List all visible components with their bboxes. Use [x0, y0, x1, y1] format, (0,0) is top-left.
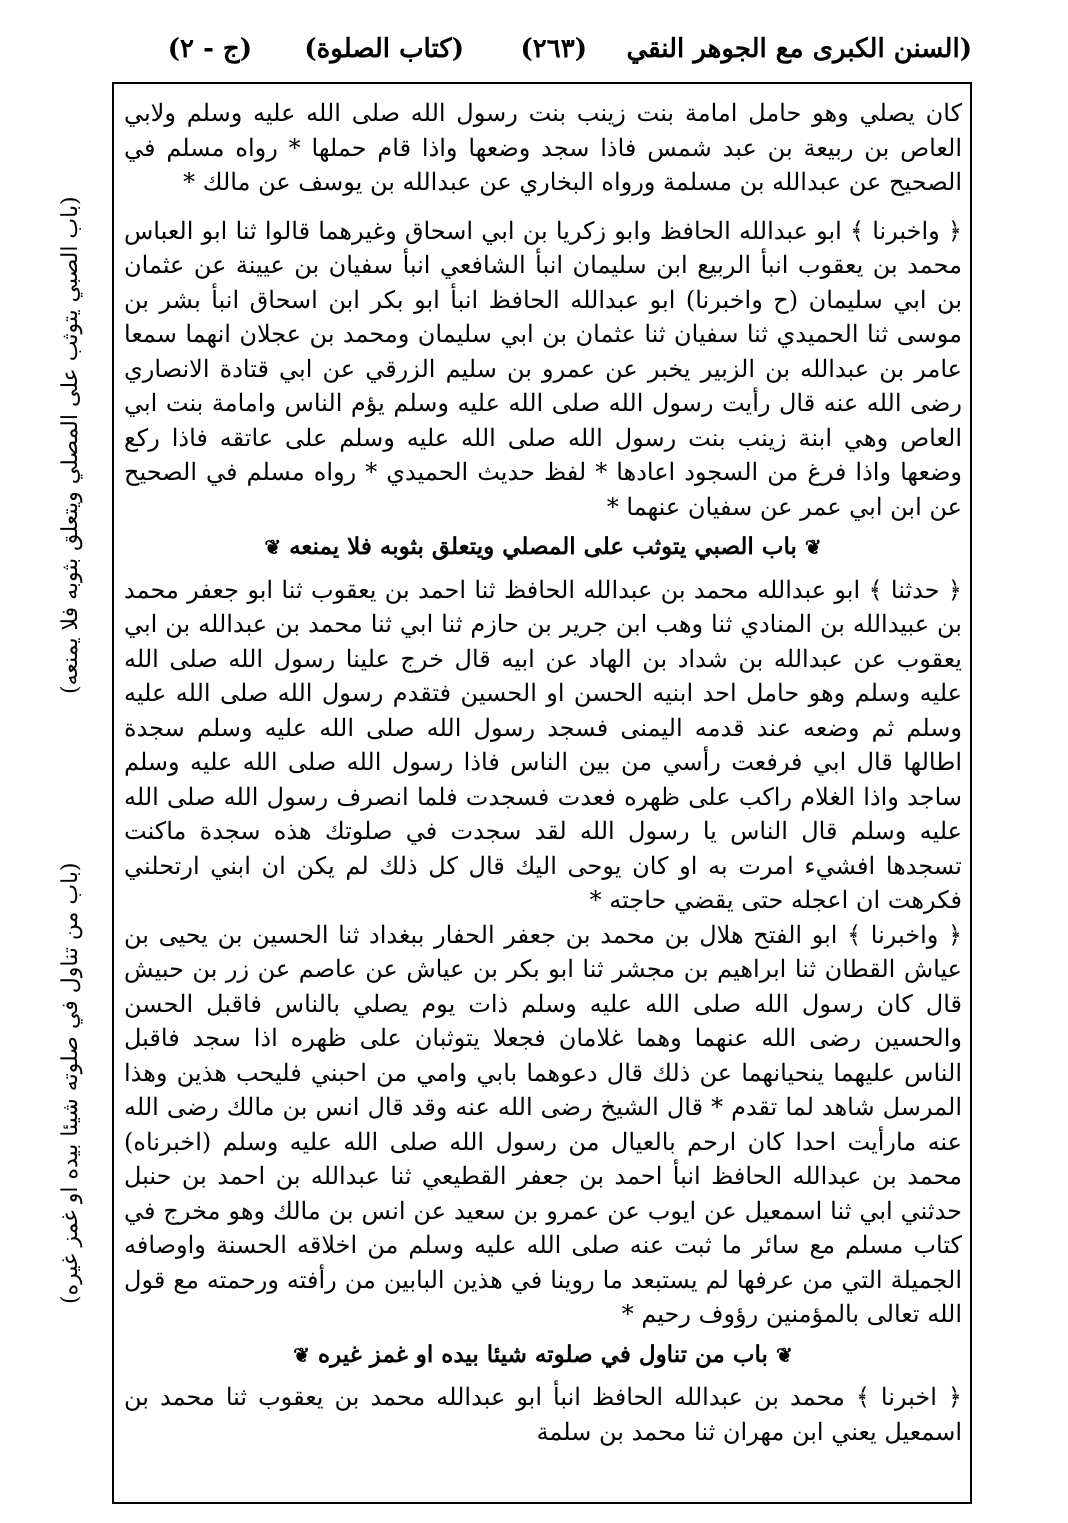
book-title: (السنن الكبرى مع الجوهر النقي: [626, 34, 972, 64]
page-number: (٢٦٣): [520, 34, 587, 64]
main-text: [124, 96, 962, 1449]
ornament-icon: ❦: [804, 535, 822, 559]
margin-note: (باب من تناول في صلوته شيئا بيده او غمز غيره): [58, 862, 83, 1304]
chapter-title: باب من تناول في صلوته شيئا بيده او غمز غيره: [318, 1340, 768, 1368]
ornament-icon: ❦: [775, 1342, 793, 1367]
chapter-title: باب الصبي يتوثب على المصلي ويتعلق بثوبه فلا يمنعه: [289, 533, 797, 560]
chapter-name: (كتاب الصلوة): [304, 34, 464, 64]
chapter-heading: [124, 530, 962, 565]
paragraph: كان يصلي وهو حامل امامة بنت زينب بنت رسول الله صلى الله عليه وسلم ولابي العاص بن ربيعة بن عبد شمس فاذا سجد وضعها واذا قام حملها * رواه مسلم في الصحيح عن عبدالله بن مسلمة ورواه البخاري عن عبدالله بن يوسف عن مالك *: [124, 99, 962, 196]
ornament-icon: ❦: [264, 535, 282, 559]
ornament-icon: ❦: [293, 1342, 311, 1367]
paragraph: ﴿ حدثنا ﴾ ابو عبدالله محمد بن عبدالله الحافظ ثنا احمد بن يعقوب ثنا ابو جعفر محمد بن عبيدالله بن المنادي ثنا وهب ابن جرير بن حازم ثنا ابي ثنا محمد بن عبدالله بن ابي يعقوب عن عبدالله بن شداد بن الهاد عن ابيه قال خرج علينا رسول الله صلى الله عليه وسلم وهو حامل احد ابنيه الحسن او الحسين فتقدم رسول الله صلى الله عليه وسلم ثم وضعه عند قدمه اليمنى فسجد رسول الله صلى الله عليه وسلم سجدة اطالها قال ابي فرفعت رأسي من بين الناس فاذا رسول الله صلى الله عليه وسلم ساجد واذا الغلام راكب على ظهره فعدت فسجدت فلما انصرف رسول الله صلى الله عليه وسلم قال الناس يا رسول الله لقد سجدت في صلوتك هذه سجدة ماكنت تسجدها افشيء امرت به او كان يوحى اليك قال كل ذلك لم يكن ان ابني ارتحلني فكرهت ان اعجله حتى يقضي حاجته *: [124, 575, 963, 914]
chapter-heading: [124, 1338, 962, 1373]
paragraph: ﴿ واخبرنا ﴾ ابو الفتح هلال بن محمد بن جعفر الحفار ببغداد ثنا الحسين بن يحيى بن عياش القطان ثنا ابراهيم بن مجشر ثنا ابو بكر بن عياش عن عاصم عن زر بن حبيش قال كان رسول الله صلى الله عليه وسلم ذات يوم يصلي بالناس فاقبل الحسن والحسين رضى الله عنهما وهما غلامان فجعلا يتوثبان على ظهره اذا سجد فاقبل الناس عليهما ينحيانهما عن ذلك قال دعوهما بابي وامي من احبني فليحب هذين وهذا المرسل شاهد لما تقدم * قال الشيخ رضى الله عنه وقد قال انس بن مالك رضى الله عنه مارأيت احدا كان ارحم بالعيال من رسول الله صلى الله عليه وسلم (اخبرناه) محمد بن عبدالله الحافظ انبأ احمد بن جعفر القطيعي ثنا عبدالله بن احمد بن حنبل حدثني ابي ثنا اسمعيل عن ايوب عن عمرو بن سعيد عن انس بن مالك وهو مخرج في كتاب مسلم مع سائر ما ثبت عنه صلى الله عليه وسلم من اخلاقه الحسنة واوصافه الجميلة التي من عرفها لم يستبعد ما روينا في هذين البابين من رأفته ورحمته مع قول الله تعالى بالمؤمنين رؤوف رحيم *: [124, 920, 963, 1328]
margin-note: (باب الصبي يتوثب على المصلي ويتعلق بثوبه فلا يمنعه): [58, 196, 83, 694]
paragraph: ﴿ واخبرنا ﴾ ابو عبدالله الحافظ وابو زكريا بن ابي اسحاق وغيرهما قالوا ثنا ابو العباس محمد بن يعقوب انبأ الربيع ابن سليمان انبأ الشافعي انبأ سفيان بن عيينة عن عثمان بن ابي سليمان (ح واخبرنا) ابو عبدالله الحافظ انبأ ابو بكر ابن اسحاق انبأ بشر بن موسى ثنا الحميدي ثنا سفيان ثنا عثمان بن ابي سليمان ومحمد بن عجلان انهما سمعا عامر بن عبدالله بن الزبير يخبر عن عمرو بن سليم الزرقي عن ابي قتادة الانصاري رضى الله عنه قال رأيت رسول الله صلى الله عليه وسلم يؤم الناس وامامة بنت ابي العاص وهي ابنة زينب بنت رسول الله صلى الله عليه وسلم على عاتقه فاذا ركع وضعها واذا فرغ من السجود اعادها * لفظ حديث الحميدي * رواه مسلم في الصحيح عن ابن ابي عمر عن سفيان عنهما *: [124, 216, 962, 521]
paragraph: ﴿ اخبرنا ﴾ محمد بن عبدالله الحافظ انبأ ابو عبدالله محمد بن يعقوب ثنا محمد بن اسمعيل يعني ابن مهران ثنا محمد بن سلمة: [124, 1383, 962, 1446]
page-header: [112, 34, 972, 78]
volume-label: (ج - ٢): [167, 34, 252, 64]
